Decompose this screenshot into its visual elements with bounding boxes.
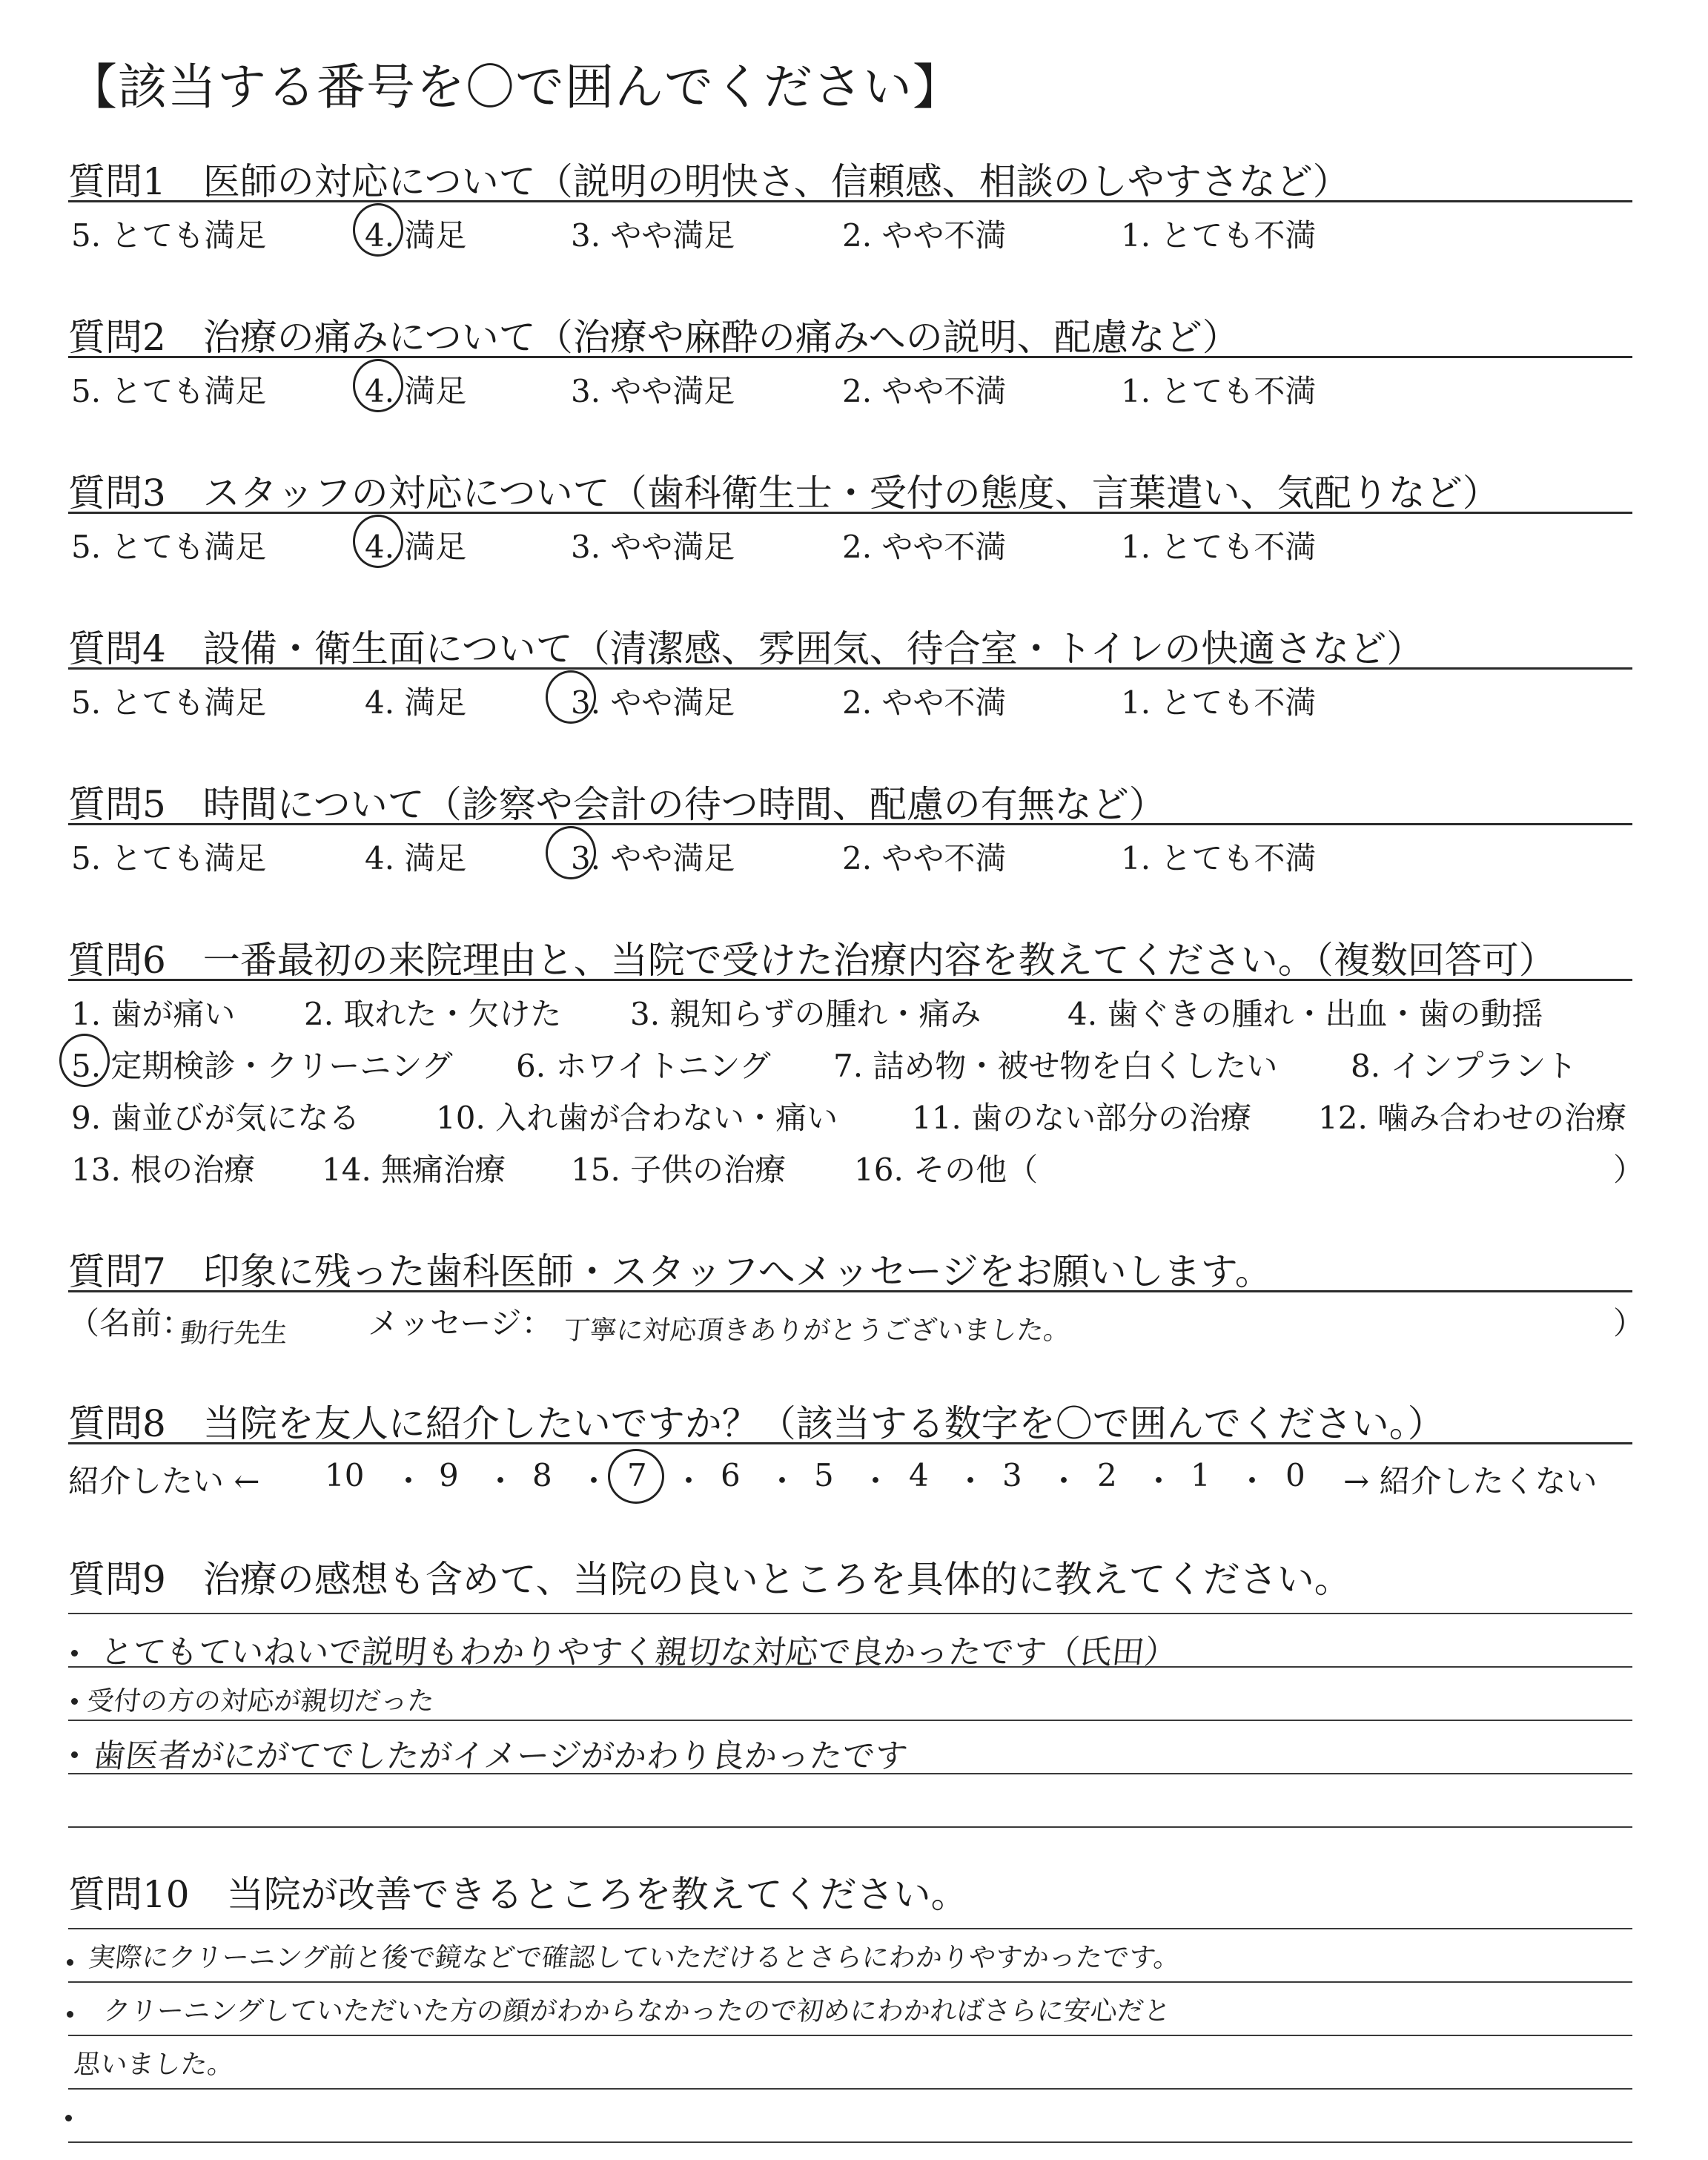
q8-separator: ・ xyxy=(485,1463,517,1499)
q6-option-7[interactable]: 7. 詰め物・被せ物を白くしたい xyxy=(833,1048,1278,1084)
q2-option-4[interactable]: 4. 満足 xyxy=(365,373,467,409)
q9-answer-2[interactable]: 受付の方の対応が親切だった xyxy=(85,1686,436,1717)
q6-option-4[interactable]: 4. 歯ぐきの腫れ・出血・歯の動揺 xyxy=(1068,996,1543,1032)
bullet-dot xyxy=(65,2115,72,2121)
q9-answer-3[interactable]: 歯医者がにがてでしたがイメージがかわり良かったです xyxy=(90,1737,910,1775)
q6-option-11[interactable]: 11. 歯のない部分の治療 xyxy=(912,1100,1252,1136)
q8-separator: ・ xyxy=(860,1463,892,1499)
q6-option-3[interactable]: 3. 親知らずの腫れ・痛み xyxy=(630,996,982,1032)
q4-option-5[interactable]: 5. とても満足 xyxy=(71,684,267,721)
bullet-dot xyxy=(71,1751,78,1758)
q6-option-10[interactable]: 10. 入れ歯が合わない・痛い xyxy=(436,1100,838,1136)
q5-option-3[interactable]: 3. やや満足 xyxy=(571,840,735,876)
q5-option-5[interactable]: 5. とても満足 xyxy=(71,840,267,876)
q1-option-1[interactable]: 1. とても不満 xyxy=(1121,217,1317,254)
q7-rule xyxy=(68,1290,1632,1292)
q6-option-1[interactable]: 1. 歯が痛い xyxy=(71,996,236,1032)
q9-answer-1[interactable]: とてもていねいで説明もわかりやすく親切な対応で良かったです（氏田） xyxy=(98,1634,1179,1671)
q4-option-2[interactable]: 2. やや不満 xyxy=(842,684,1007,721)
q6-option-9[interactable]: 9. 歯並びが気になる xyxy=(71,1100,360,1136)
q6-selection-circle xyxy=(59,1034,110,1087)
q8-separator: ・ xyxy=(578,1463,610,1499)
q7-message-value[interactable]: 丁寧に対応頂きありがとうございました。 xyxy=(561,1315,1072,1346)
q8-right-label: → 紹介したくない xyxy=(1343,1463,1598,1499)
q7-name-value[interactable]: 動行先生 xyxy=(179,1318,289,1349)
q9-title: 質問9 治療の感想も含めて、当院の良いところを具体的に教えてください。 xyxy=(68,1558,1351,1601)
q2-title: 質問2 治療の痛みについて（治療や麻酔の痛みへの説明、配慮など） xyxy=(68,316,1239,359)
q6-option-16[interactable]: 16. その他（ xyxy=(854,1152,1039,1188)
q6-option-6[interactable]: 6. ホワイトニング xyxy=(516,1048,771,1084)
q6-option-8[interactable]: 8. インプラント xyxy=(1351,1048,1578,1084)
q6-rule xyxy=(68,979,1632,981)
q1-rule xyxy=(68,200,1632,202)
q5-title: 質問5 時間について（診察や会計の待つ時間、配慮の有無など） xyxy=(68,783,1166,826)
q3-selection-circle xyxy=(353,515,403,568)
q8-scale-9[interactable]: 9 xyxy=(439,1457,459,1493)
q8-scale-1[interactable]: 1 xyxy=(1191,1457,1211,1493)
q9-line xyxy=(68,1826,1632,1828)
page-header: 【該当する番号を〇で囲んでください】 xyxy=(68,59,962,116)
q6-option-15[interactable]: 15. 子供の治療 xyxy=(571,1152,787,1188)
q2-selection-circle xyxy=(353,359,403,412)
q6-option-13[interactable]: 13. 根の治療 xyxy=(71,1152,256,1188)
q10-line xyxy=(68,1981,1632,1983)
q1-selection-circle xyxy=(353,203,403,257)
q5-option-1[interactable]: 1. とても不満 xyxy=(1121,840,1317,876)
q6-option-14[interactable]: 14. 無痛治療 xyxy=(322,1152,506,1188)
q2-option-5[interactable]: 5. とても満足 xyxy=(71,373,267,409)
bullet-dot xyxy=(67,2011,73,2018)
q5-option-2[interactable]: 2. やや不満 xyxy=(842,840,1007,876)
q2-rule xyxy=(68,356,1632,358)
q6-option-2[interactable]: 2. 取れた・欠けた xyxy=(304,996,562,1032)
q8-separator: ・ xyxy=(767,1463,798,1499)
q10-line xyxy=(68,2141,1632,2143)
q7-close-paren: ） xyxy=(1613,1305,1645,1341)
q8-scale-4[interactable]: 4 xyxy=(909,1457,929,1493)
q10-answer-3[interactable]: 思いました。 xyxy=(72,2050,236,2080)
q8-title: 質問8 当院を友人に紹介したいですか？（該当する数字を〇で囲んでください。） xyxy=(68,1402,1445,1445)
q4-title: 質問4 設備・衛生面について（清潔感、雰囲気、待合室・トイレの快適さなど） xyxy=(68,627,1424,670)
q1-option-3[interactable]: 3. やや満足 xyxy=(571,217,735,254)
q4-option-1[interactable]: 1. とても不満 xyxy=(1121,684,1317,721)
q4-option-4[interactable]: 4. 満足 xyxy=(365,684,467,721)
q1-option-4[interactable]: 4. 満足 xyxy=(365,217,467,254)
q8-scale-5[interactable]: 5 xyxy=(814,1457,834,1493)
q10-answer-2[interactable]: クリーニングしていただいた方の顔がわからなかったので初めにわかればさらに安心だと xyxy=(102,1996,1173,2027)
q2-option-2[interactable]: 2. やや不満 xyxy=(842,373,1007,409)
q8-scale-2[interactable]: 2 xyxy=(1097,1457,1117,1493)
q2-option-3[interactable]: 3. やや満足 xyxy=(571,373,735,409)
q8-separator: ・ xyxy=(1237,1463,1268,1499)
q10-answer-1[interactable]: 実際にクリーニング前と後で鏡などで確認していただけるとさらにわかりやすかったです。 xyxy=(87,1943,1182,1973)
q6-close-paren: ） xyxy=(1613,1152,1645,1188)
q10-line xyxy=(68,2088,1632,2090)
q8-scale-10[interactable]: 10 xyxy=(325,1457,365,1493)
q3-option-3[interactable]: 3. やや満足 xyxy=(571,529,735,565)
q8-scale-3[interactable]: 3 xyxy=(1002,1457,1022,1493)
q4-rule xyxy=(68,667,1632,670)
q5-selection-circle xyxy=(546,826,596,879)
q8-selection-circle xyxy=(608,1449,664,1504)
q8-left-label: 紹介したい ← xyxy=(68,1463,260,1499)
q8-scale-0[interactable]: 0 xyxy=(1285,1457,1305,1493)
q8-separator: ・ xyxy=(1143,1463,1175,1499)
q6-option-5[interactable]: 5. 定期検診・クリーニング xyxy=(71,1048,453,1084)
q8-scale-6[interactable]: 6 xyxy=(721,1457,741,1493)
q10-line xyxy=(68,1928,1632,1929)
q3-option-4[interactable]: 4. 満足 xyxy=(365,529,467,565)
q7-message-label: メッセージ： xyxy=(368,1305,553,1341)
q1-option-2[interactable]: 2. やや不満 xyxy=(842,217,1007,254)
q4-selection-circle xyxy=(546,670,596,724)
q6-option-12[interactable]: 12. 噛み合わせの治療 xyxy=(1318,1100,1627,1136)
q8-scale-7[interactable]: 7 xyxy=(627,1457,647,1493)
q5-option-4[interactable]: 4. 満足 xyxy=(365,840,467,876)
q8-scale-8[interactable]: 8 xyxy=(532,1457,552,1493)
q8-separator: ・ xyxy=(955,1463,987,1499)
q2-option-1[interactable]: 1. とても不満 xyxy=(1121,373,1317,409)
q3-option-2[interactable]: 2. やや不満 xyxy=(842,529,1007,565)
q8-separator: ・ xyxy=(1048,1463,1080,1499)
q3-title: 質問3 スタッフの対応について（歯科衛生士・受付の態度、言葉遣い、気配りなど） xyxy=(68,472,1500,515)
q9-line xyxy=(68,1613,1632,1614)
q1-title: 質問1 医師の対応について（説明の明快さ、信頼感、相談のしやすさなど） xyxy=(68,160,1350,203)
bullet-dot xyxy=(71,1650,78,1657)
q3-option-1[interactable]: 1. とても不満 xyxy=(1121,529,1317,565)
q9-line xyxy=(68,1720,1632,1721)
q5-rule xyxy=(68,823,1632,825)
q7-title: 質問7 印象に残った歯科医師・スタッフへメッセージをお願いします。 xyxy=(68,1250,1272,1293)
q8-rule xyxy=(68,1442,1632,1444)
q4-option-3[interactable]: 3. やや満足 xyxy=(571,684,735,721)
q10-line xyxy=(68,2035,1632,2036)
q8-separator: ・ xyxy=(393,1463,425,1499)
q8-separator: ・ xyxy=(673,1463,705,1499)
q3-rule xyxy=(68,512,1632,514)
q6-title: 質問6 一番最初の来院理由と、当院で受けた治療内容を教えてください。（複数回答可） xyxy=(68,939,1556,982)
q1-option-5[interactable]: 5. とても満足 xyxy=(71,217,267,254)
bullet-dot xyxy=(71,1698,78,1705)
q10-title: 質問10 当院が改善できるところを教えてください。 xyxy=(68,1873,968,1916)
q3-option-5[interactable]: 5. とても満足 xyxy=(71,529,267,565)
bullet-dot xyxy=(67,1959,73,1966)
q7-name-label: （名前： xyxy=(68,1305,193,1341)
